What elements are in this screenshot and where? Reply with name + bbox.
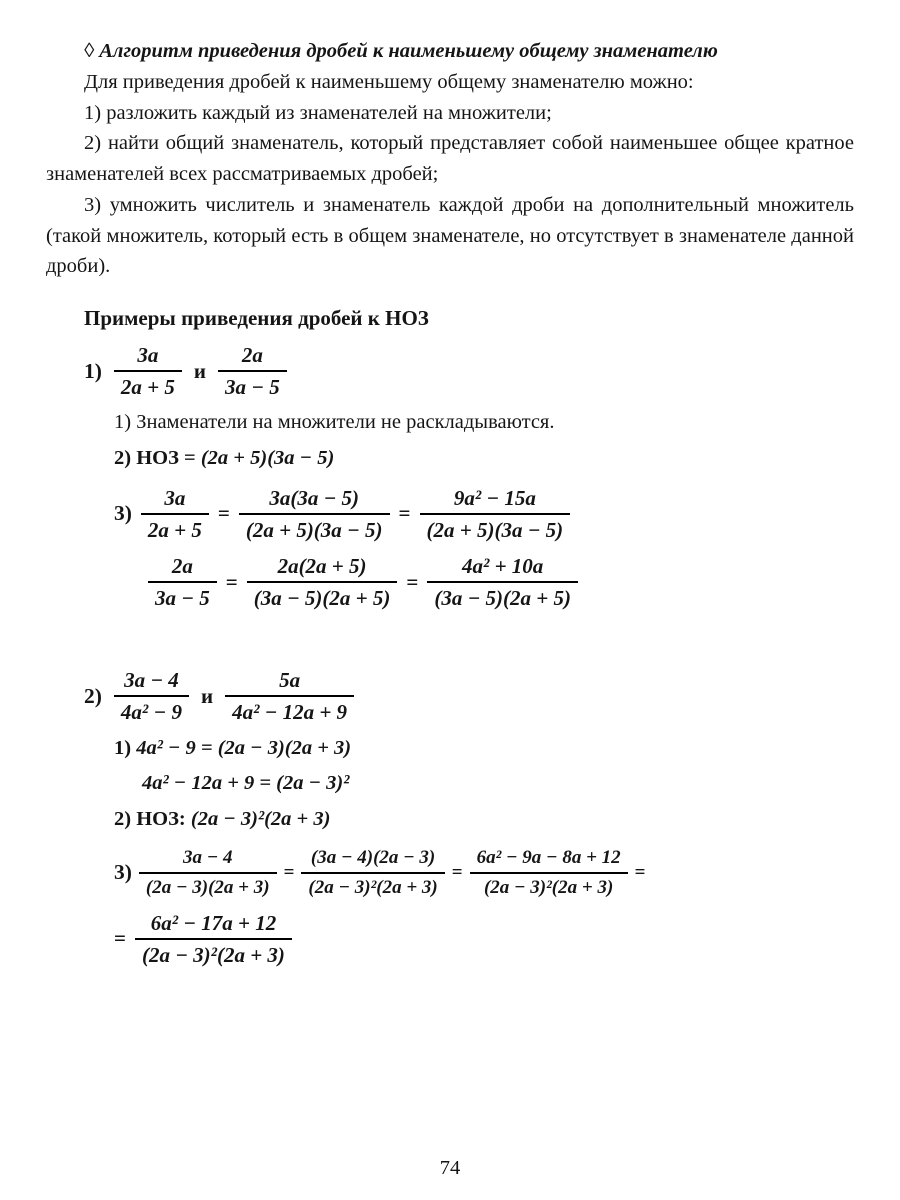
step-1b-expression: 4a² − 12a + 9 = (2a − 3)²: [142, 772, 350, 795]
fraction-denominator: 3a − 5: [218, 370, 287, 399]
example-1-label: 1): [84, 358, 102, 383]
fraction-numerator: 3a: [164, 485, 186, 510]
fraction: [301, 847, 444, 899]
algorithm-step-1: 1) разложить каждый из знаменателей на множители;: [84, 101, 552, 124]
example-2-step-2: [114, 804, 854, 835]
equals-sign: =: [451, 861, 463, 883]
fraction-numerator: 3a − 4: [182, 846, 233, 868]
equals-sign: =: [217, 501, 230, 526]
fraction: [225, 668, 354, 724]
fraction-numerator: 2a: [171, 554, 193, 579]
fraction-numerator: 6a² − 9a − 8a + 12: [476, 846, 621, 868]
fraction-denominator: 2a + 5: [141, 513, 209, 542]
algorithm-lead-paragraph: Для приведения дробей к наименьшему общему знаменателю можно:: [84, 70, 694, 93]
example-2-label: 2): [84, 683, 102, 708]
equals-sign: =: [225, 569, 238, 594]
fraction: [470, 847, 628, 899]
fraction: [420, 486, 571, 542]
example-2-step-3-line-1: [114, 847, 854, 899]
example-2-step-3-label: 3): [114, 860, 132, 885]
examples-heading: Примеры приведения дробей к НОЗ: [84, 306, 429, 330]
page-number: 74: [439, 1157, 461, 1179]
equals-sign: =: [114, 926, 126, 951]
equals-sign: =: [283, 861, 295, 883]
fraction-denominator: (2a + 5)(3a − 5): [420, 513, 571, 542]
fraction: [218, 343, 287, 399]
step-2-prefix: 2) НОЗ:: [114, 808, 191, 831]
fraction-numerator: (3a − 4)(2a − 3): [310, 846, 436, 868]
example-1-given-row: [84, 343, 854, 399]
example-2-step-1a: [114, 733, 854, 764]
algorithm-step-3: 3) умножить числитель и знаменатель каждой дроби на дополнительный множитель (такой множитель, который есть в общем знаменателе, но отсутствует в знаменателе данной дроби).: [46, 193, 854, 278]
equals-sign: =: [634, 861, 646, 883]
fraction: [239, 486, 390, 542]
fraction-denominator: 4a² − 9: [114, 695, 189, 724]
fraction-denominator: (2a − 3)(2a + 3): [139, 872, 277, 899]
algorithm-section: [46, 36, 854, 282]
fraction: [247, 554, 398, 610]
fraction: [141, 486, 209, 542]
step-1a-expression: 4a² − 9 = (2a − 3)(2a + 3): [136, 736, 352, 759]
fraction-denominator: (2a − 3)²(2a + 3): [135, 938, 292, 967]
fraction-denominator: 2a + 5: [114, 370, 182, 399]
example-1-step-1: 1) Знаменатели на множители не раскладываются.: [114, 411, 555, 434]
fraction: [148, 554, 217, 610]
example-1: [84, 343, 854, 610]
conjunction: и: [200, 683, 214, 708]
example-1-step-2: [114, 443, 854, 474]
fraction-numerator: 6a² − 17a + 12: [150, 910, 277, 935]
example-1-step-3-line-2: [148, 554, 854, 610]
fraction: [114, 343, 182, 399]
fraction-numerator: 3a(3a − 5): [269, 485, 360, 510]
fraction: [427, 554, 578, 610]
example-2-step-1b: [142, 768, 854, 799]
fraction-numerator: 3a − 4: [124, 668, 179, 693]
fraction-numerator: 2a(2a + 5): [277, 554, 367, 579]
example-2-step-3-line-2: [114, 911, 854, 967]
conjunction: и: [193, 358, 206, 383]
fraction-denominator: 3a − 5: [148, 581, 217, 610]
section-spacer: [46, 622, 854, 656]
example-1-step-3-label: 3): [114, 501, 132, 526]
fraction-numerator: 4a² + 10a: [462, 554, 544, 579]
example-1-step-3-line-1: [114, 486, 854, 542]
fraction-denominator: (2a − 3)²(2a + 3): [301, 872, 444, 899]
fraction: [114, 668, 189, 724]
fraction-numerator: 9a² − 15a: [453, 485, 536, 510]
step-2-prefix: 2) НОЗ =: [114, 447, 201, 470]
fraction-numerator: 2a: [241, 343, 263, 367]
equals-sign: =: [398, 501, 411, 526]
example-2: [84, 668, 854, 967]
example-2-given-row: [84, 668, 854, 724]
fraction: [135, 911, 292, 967]
fraction-denominator: (2a − 3)²(2a + 3): [470, 872, 628, 899]
fraction: [139, 847, 277, 899]
fraction-numerator: 5a: [279, 668, 301, 693]
step-2-expression: (2a + 5)(3a − 5): [200, 447, 335, 470]
fraction-denominator: (3a − 5)(2a + 5): [427, 581, 578, 610]
fraction-denominator: (2a + 5)(3a − 5): [239, 513, 390, 542]
algorithm-step-2: 2) найти общий знаменатель, который представляет собой наименьшее общее кратное знаменателей всех рассматриваемых дробей;: [46, 132, 854, 185]
fraction-denominator: (3a − 5)(2a + 5): [247, 581, 398, 610]
equals-sign: =: [406, 569, 419, 594]
step-2-expression: (2a − 3)²(2a + 3): [190, 808, 331, 831]
fraction-denominator: 4a² − 12a + 9: [225, 695, 354, 724]
fraction-numerator: 3a: [137, 343, 159, 367]
step-1a-prefix: 1): [114, 736, 137, 759]
algorithm-title: ◊ Алгоритм приведения дробей к наименьшему общему знаменателю: [84, 40, 718, 62]
